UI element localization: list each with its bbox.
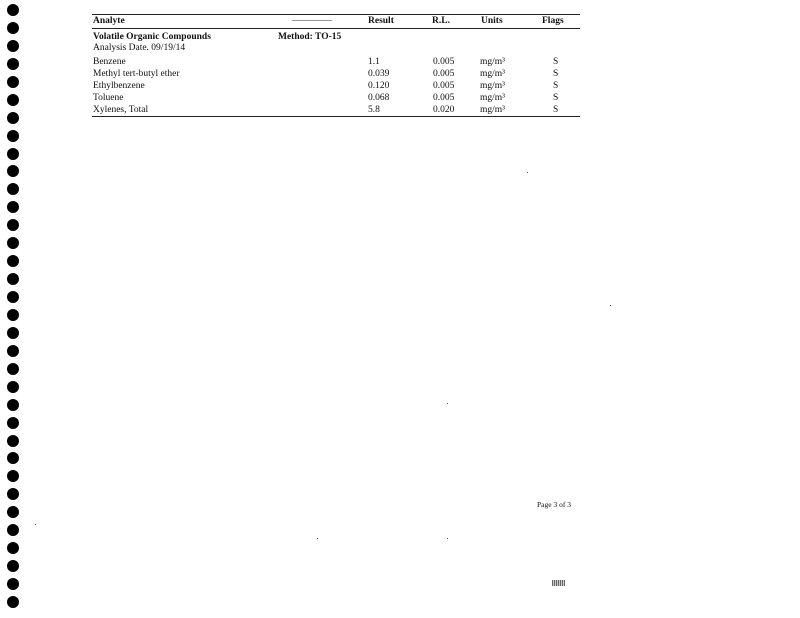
page-number: Page 3 of 3 [537, 500, 571, 509]
cell-flag: S [553, 69, 559, 79]
binder-hole [7, 596, 19, 608]
binder-hole [7, 76, 19, 88]
binder-hole [7, 148, 19, 160]
header-rule [92, 28, 580, 29]
table-row [92, 93, 580, 105]
binder-hole [7, 255, 19, 267]
header-flags: Flags [542, 16, 564, 26]
cell-rl: 0.005 [433, 57, 455, 67]
binder-hole [7, 560, 19, 572]
binder-hole [7, 345, 19, 357]
bottom-rule [92, 116, 580, 117]
binder-hole [7, 506, 19, 518]
method-label: Method: TO-15 [278, 32, 342, 42]
table-body [92, 57, 580, 117]
binder-hole [7, 417, 19, 429]
binder-hole [7, 291, 19, 303]
binder-hole [7, 219, 19, 231]
cell-rl: 0.005 [433, 81, 455, 91]
cell-analyte: Benzene [93, 57, 126, 67]
binder-hole [7, 201, 19, 213]
cell-flag: S [553, 57, 559, 67]
cell-result: 0.068 [368, 93, 390, 103]
cell-result: 0.039 [368, 69, 390, 79]
table-row [92, 69, 580, 81]
table-row [92, 57, 580, 69]
binder-hole [7, 4, 19, 16]
cell-rl: 0.020 [433, 105, 455, 115]
header-analyte: Analyte [93, 16, 125, 26]
scan-speck [527, 172, 528, 173]
scan-speck [35, 524, 36, 525]
top-rule [92, 14, 580, 15]
cell-rl: 0.005 [433, 93, 455, 103]
scan-speck [610, 305, 611, 306]
cell-analyte: Ethylbenzene [93, 81, 145, 91]
cell-flag: S [553, 93, 559, 103]
binder-hole [7, 183, 19, 195]
binder-hole [7, 94, 19, 106]
cell-result: 5.8 [368, 105, 380, 115]
binder-hole [7, 58, 19, 70]
group-title: Volatile Organic Compounds [93, 32, 211, 42]
binder-hole [7, 381, 19, 393]
header-result: Result [368, 16, 394, 26]
cell-rl: 0.005 [433, 69, 455, 79]
binder-hole [7, 112, 19, 124]
cell-analyte: Toluene [93, 93, 124, 103]
binder-hole [7, 363, 19, 375]
binder-hole [7, 309, 19, 321]
binder-hole [7, 578, 19, 590]
binder-hole [7, 524, 19, 536]
binder-hole [7, 542, 19, 554]
scan-speck [447, 403, 448, 404]
binder-hole [7, 273, 19, 285]
binder-hole [7, 237, 19, 249]
cell-result: 1.1 [368, 57, 380, 67]
header-rl: R.L. [432, 16, 450, 26]
analysis-date: Analysis Date. 09/19/14 [93, 43, 186, 53]
binder-hole [7, 22, 19, 34]
cell-units: mg/m³ [480, 69, 506, 79]
scan-stamp-mark [552, 580, 565, 586]
table-header [92, 16, 580, 28]
table-row [92, 81, 580, 93]
cell-units: mg/m³ [480, 93, 506, 103]
binder-hole [7, 470, 19, 482]
binder-hole [7, 435, 19, 447]
binder-hole [7, 130, 19, 142]
header-units: Units [481, 16, 503, 26]
cell-units: mg/m³ [480, 57, 506, 67]
cell-analyte: Methyl tert-butyl ether [93, 69, 180, 79]
binder-hole [7, 327, 19, 339]
cell-result: 0.120 [368, 81, 390, 91]
cell-flag: S [553, 105, 559, 115]
binder-hole [7, 399, 19, 411]
cell-flag: S [553, 81, 559, 91]
scan-speck [447, 538, 448, 539]
binder-hole [7, 488, 19, 500]
scan-speck [317, 538, 318, 539]
binder-hole [7, 452, 19, 464]
cell-analyte: Xylenes, Total [93, 105, 149, 115]
binder-hole [7, 40, 19, 52]
cell-units: mg/m³ [480, 81, 506, 91]
binder-hole-strip [7, 4, 21, 614]
cell-units: mg/m³ [480, 105, 506, 115]
binder-hole [7, 165, 19, 177]
